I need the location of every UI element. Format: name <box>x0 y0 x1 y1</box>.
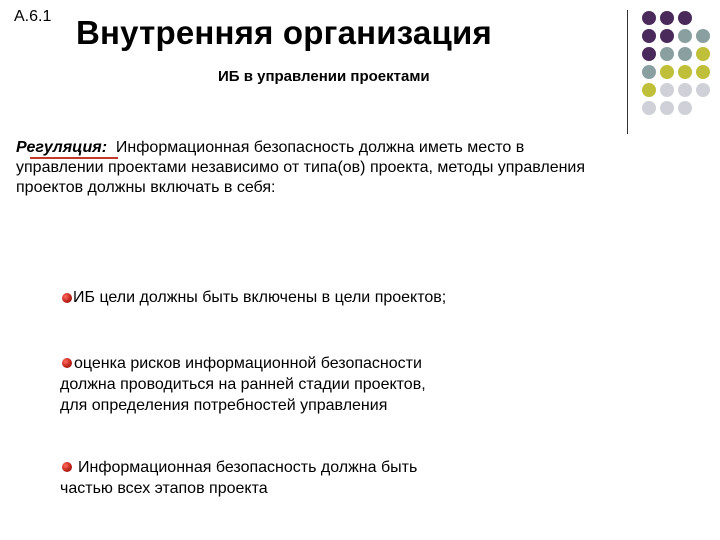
decor-dot <box>642 11 656 25</box>
decor-dot <box>642 29 656 43</box>
decor-dot <box>660 47 674 61</box>
bullet-line: оценка рисков информационной безопасности <box>74 355 422 372</box>
bullet-line: должна проводиться на ранней стадии проектов, <box>60 376 426 393</box>
bullet-line: для определения потребностей управления <box>60 397 388 414</box>
decor-dot <box>678 65 692 79</box>
regulation-label: Регуляция: <box>16 139 108 156</box>
bullet-item <box>73 287 446 308</box>
slide-subtitle: ИБ в управлении проектами <box>218 68 430 85</box>
bullet-item <box>60 353 426 416</box>
decor-dot <box>696 83 710 97</box>
regulation-paragraph <box>16 138 616 198</box>
decor-dot <box>678 83 692 97</box>
decor-dot <box>696 29 710 43</box>
decor-dot <box>642 47 656 61</box>
bullet-line: Информационная безопасность должна быть <box>78 459 418 476</box>
bullet-icon <box>62 293 72 303</box>
decor-dot <box>678 29 692 43</box>
decor-dot <box>642 65 656 79</box>
decor-dot <box>660 83 674 97</box>
bullet-line: частью всех этапов проекта <box>60 480 268 497</box>
decor-dot <box>696 47 710 61</box>
regulation-underline <box>30 157 118 159</box>
decor-dot <box>642 83 656 97</box>
decor-dot <box>678 101 692 115</box>
decor-dot <box>660 11 674 25</box>
slide-title: Внутренняя организация <box>76 14 492 51</box>
regulation-text: Информационная безопасность должна иметь место в управлении проектами независимо от типа(ов) проекта, методы управления проектов должны включать в себя: <box>16 139 586 196</box>
decor-dot <box>696 65 710 79</box>
decor-dot <box>660 101 674 115</box>
decor-dot <box>642 101 656 115</box>
decor-dot <box>660 29 674 43</box>
divider-line <box>627 10 628 134</box>
decor-dot <box>660 65 674 79</box>
slide-code: A.6.1 <box>14 8 52 25</box>
decor-dot <box>678 47 692 61</box>
decor-dot <box>678 11 692 25</box>
bullet-item <box>60 457 417 499</box>
bullet-line: ИБ цели должны быть включены в цели проектов; <box>73 289 447 306</box>
